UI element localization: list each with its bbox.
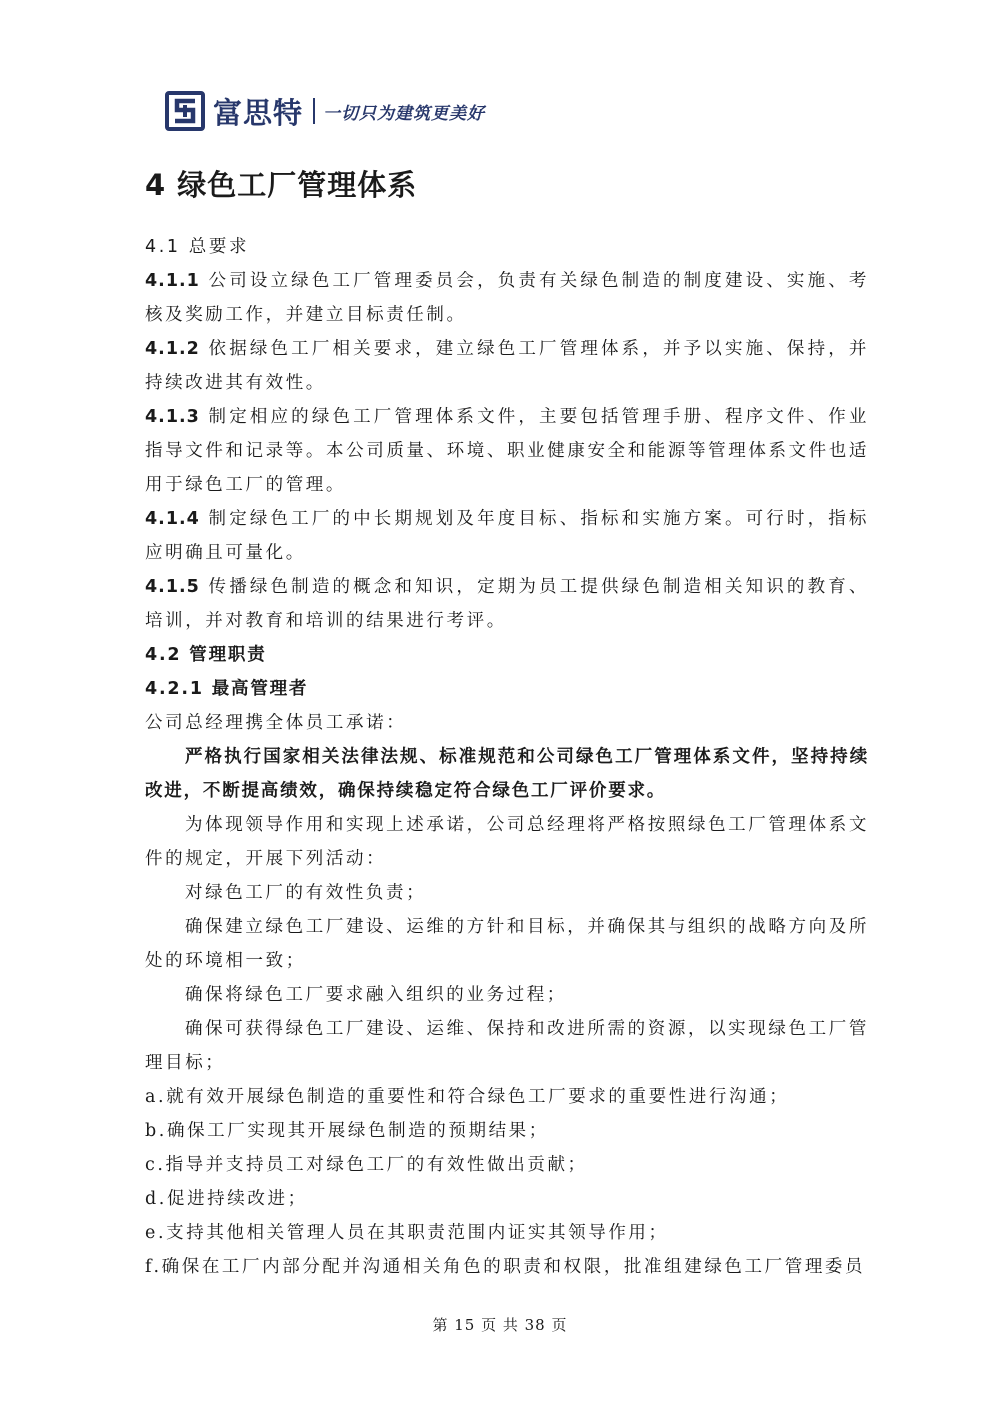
activity-item: 对绿色工厂的有效性负责； <box>185 883 427 903</box>
brand-slogan: 一切只为建筑更美好 <box>323 103 486 124</box>
list-item-a: a.就有效开展绿色制造的重要性和符合绿色工厂要求的重要性进行沟通； <box>145 1087 790 1107</box>
clause-text: 制定相应的绿色工厂管理体系文件，主要包括管理手册、程序文件、作业指导文件和记录等。本公司质量、环境、职业健康安全和能源等管理体系文件也适用于绿色工厂的管理。 <box>145 407 869 495</box>
brand-name: 富思特 <box>213 95 304 130</box>
activity-item: 确保将绿色工厂要求融入组织的业务过程； <box>185 985 567 1005</box>
company-logo-icon <box>165 91 205 131</box>
clause-text: 制定绿色工厂的中长期规划及年度目标、指标和实施方案。可行时，指标应明确且可量化。 <box>145 509 869 563</box>
activities-intro: 为体现领导作用和实现上述承诺，公司总经理将严格按照绿色工厂管理体系文件的规定，开展下列活动： <box>145 815 869 869</box>
list-item-e: e.支持其他相关管理人员在其职责范围内证实其领导作用； <box>145 1223 669 1243</box>
section-4-2-heading: 4.2 管理职责 <box>145 645 267 665</box>
page-content <box>145 165 869 1284</box>
clause-number: 4.1.4 <box>145 509 200 529</box>
commitment-intro: 公司总经理携全体员工承诺： <box>145 713 407 733</box>
clause-number: 4.1.3 <box>145 407 200 427</box>
clause-number: 4.1.1 <box>145 271 200 291</box>
list-item-c: c.指导并支持员工对绿色工厂的有效性做出贡献； <box>145 1155 588 1175</box>
clause-4-1-3 <box>145 400 869 502</box>
clause-text: 公司设立绿色工厂管理委员会，负责有关绿色制造的制度建设、实施、考核及奖励工作，并建立目标责任制。 <box>145 271 869 325</box>
page-footer: 第 15 页 共 38 页 <box>432 1316 568 1334</box>
list-item-d: d.促进持续改进； <box>145 1189 308 1209</box>
clause-text: 依据绿色工厂相关要求，建立绿色工厂管理体系，并予以实施、保持，并持续改进其有效性。 <box>145 339 869 393</box>
page-header <box>165 88 485 134</box>
list-item-f: f.确保在工厂内部分配并沟通相关角色的职责和权限，批准组建绿色工厂管理委员 <box>145 1257 866 1277</box>
clause-4-1-1 <box>145 264 869 332</box>
clause-number: 4.1.5 <box>145 577 200 597</box>
header-divider <box>313 98 315 124</box>
clause-text: 传播绿色制造的概念和知识，定期为员工提供绿色制造相关知识的教育、培训，并对教育和培训的结果进行考评。 <box>145 577 869 631</box>
section-4-2-1-heading: 4.2.1 最高管理者 <box>145 679 309 699</box>
commitment-statement: 严格执行国家相关法律法规、标准规范和公司绿色工厂管理体系文件，坚持持续改进，不断提高绩效，确保持续稳定符合绿色工厂评价要求。 <box>145 747 869 801</box>
clause-4-1-2 <box>145 332 869 400</box>
clause-number: 4.1.2 <box>145 339 200 359</box>
clause-4-1-5 <box>145 570 869 638</box>
activity-item: 确保可获得绿色工厂建设、运维、保持和改进所需的资源，以实现绿色工厂管理目标； <box>145 1019 869 1073</box>
clause-4-1-4 <box>145 502 869 570</box>
section-4-1-heading: 4.1 总要求 <box>145 237 250 257</box>
list-item-b: b.确保工厂实现其开展绿色制造的预期结果； <box>145 1121 549 1141</box>
activity-item: 确保建立绿色工厂建设、运维的方针和目标，并确保其与组织的战略方向及所处的环境相一致； <box>145 917 869 971</box>
chapter-title: 4 绿色工厂管理体系 <box>145 168 418 202</box>
